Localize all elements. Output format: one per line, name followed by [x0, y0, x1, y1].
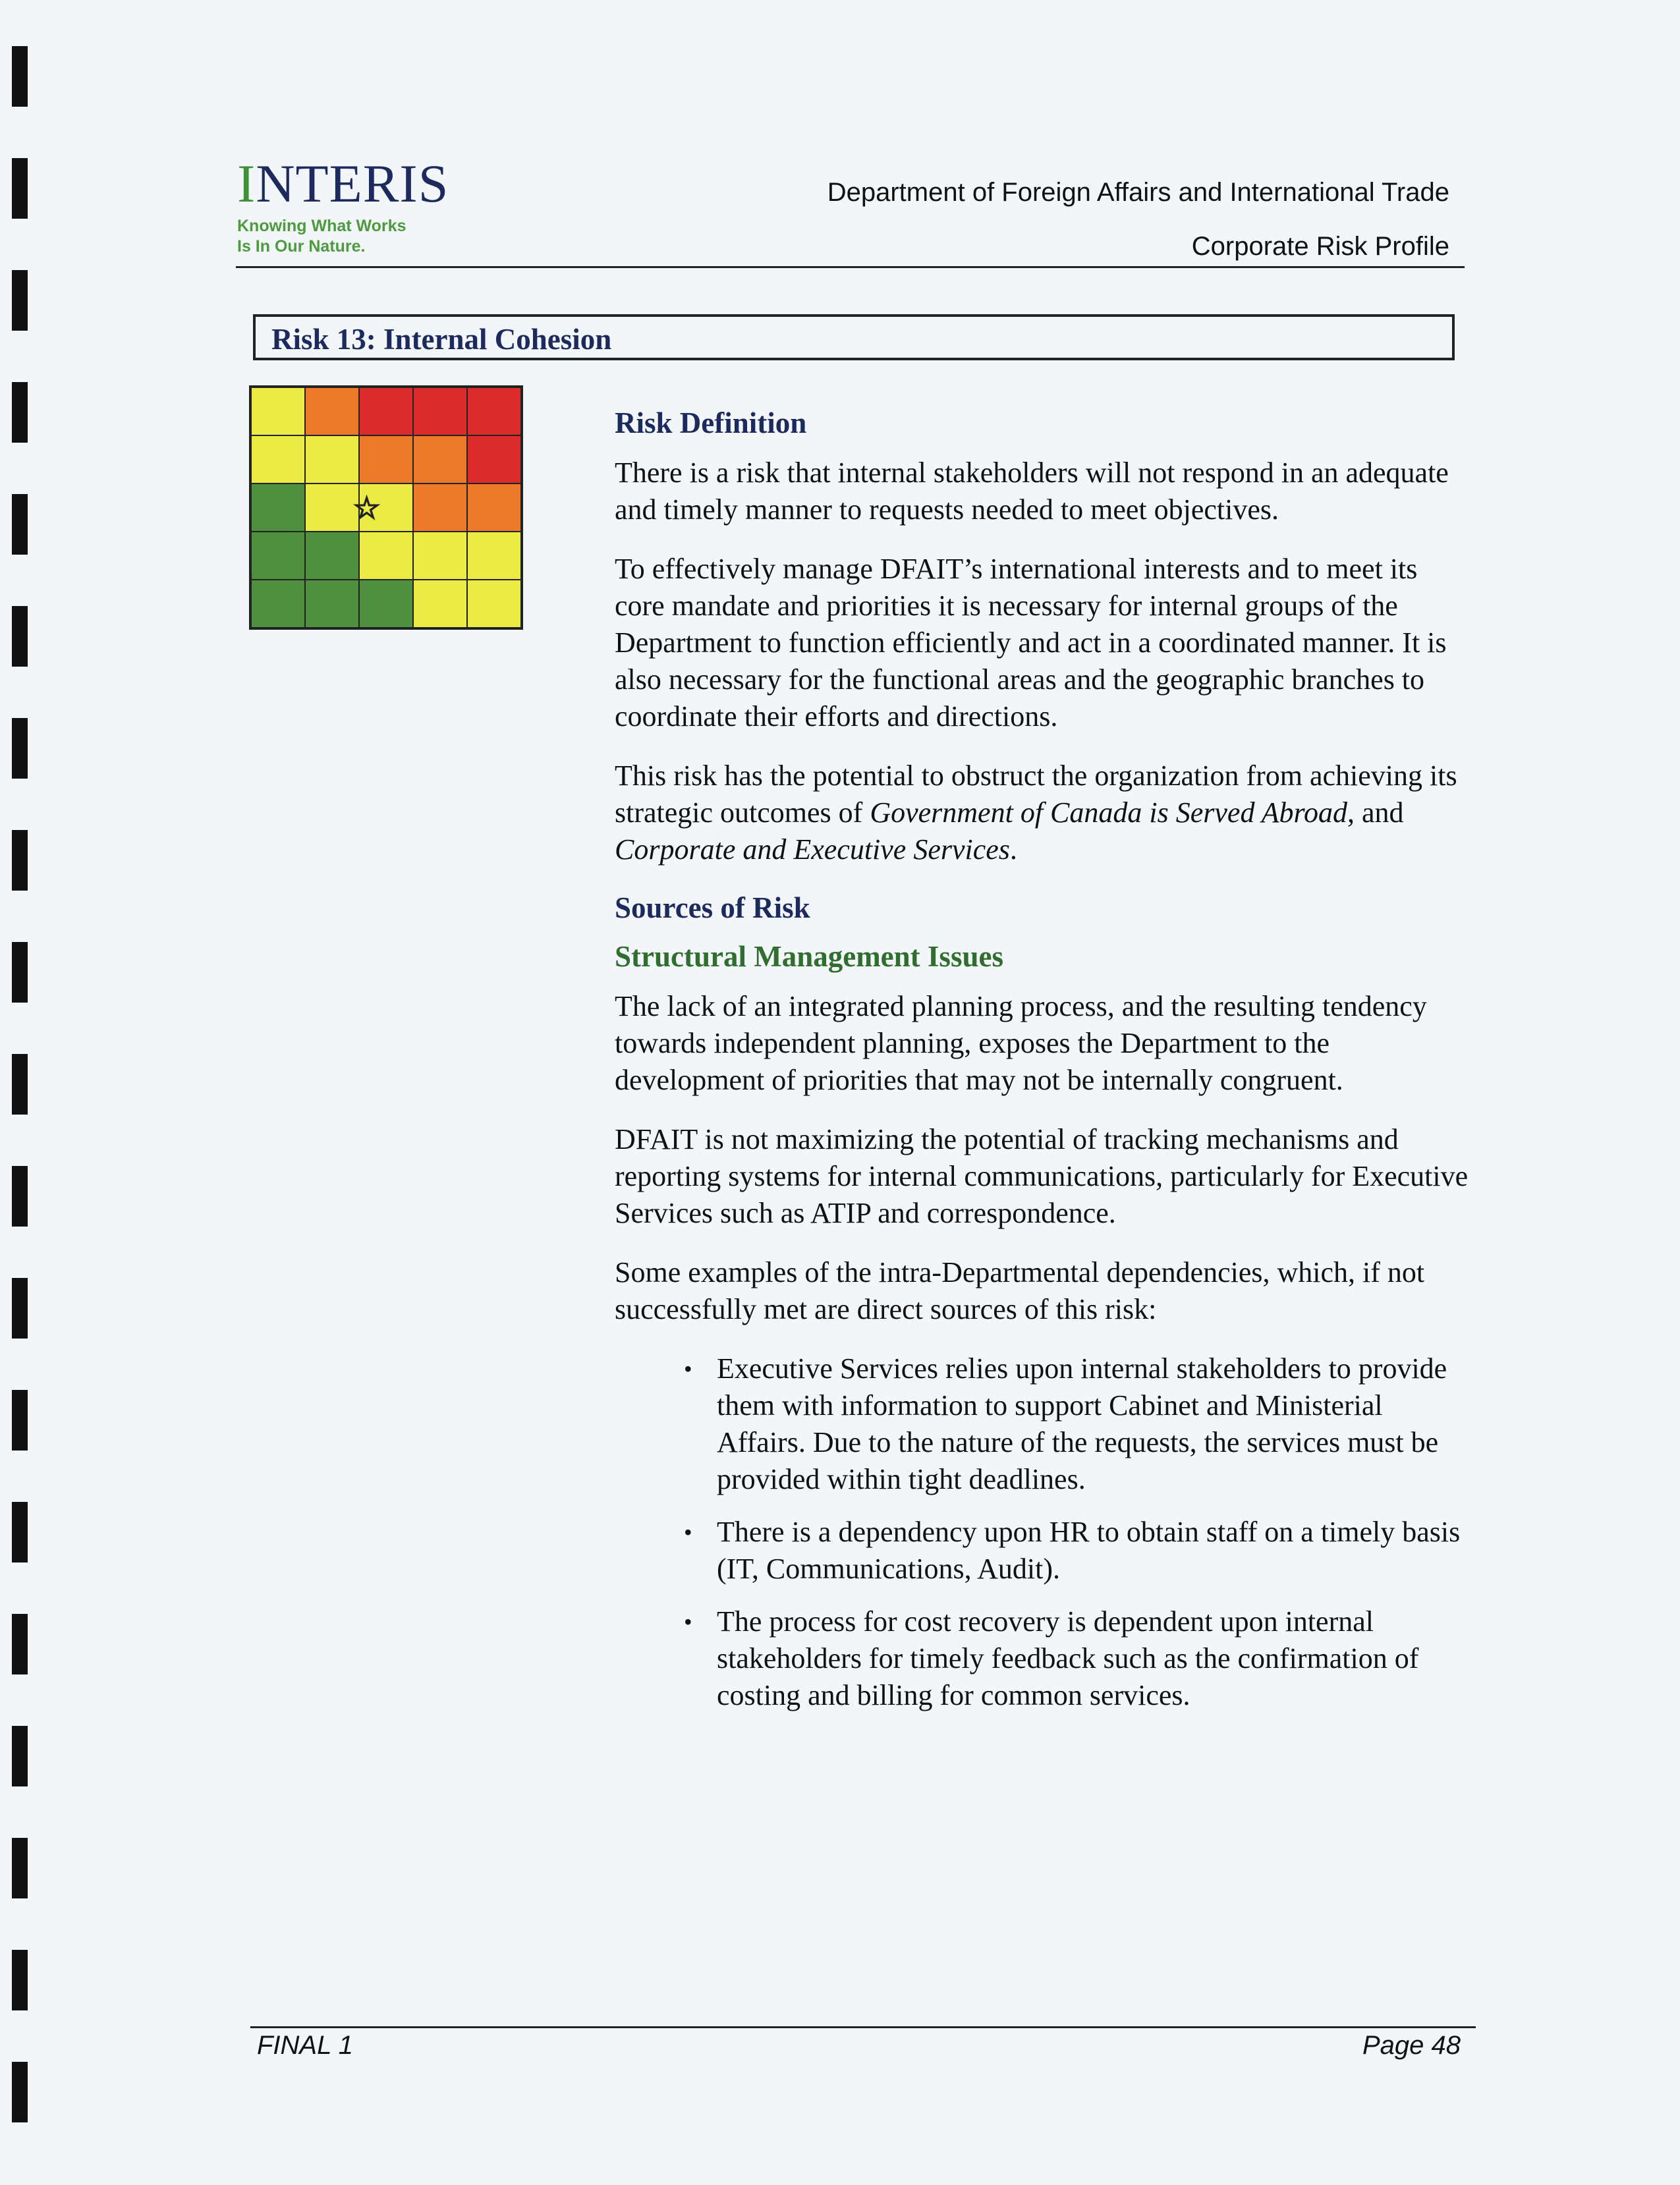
star-marker-icon: ☆	[353, 491, 381, 525]
binding-hole	[12, 158, 28, 219]
matrix-cell-green	[251, 532, 305, 580]
matrix-cell-orange	[467, 484, 521, 532]
matrix-cell-green	[251, 580, 305, 628]
risk-heat-map	[249, 385, 523, 630]
binding-hole	[12, 718, 28, 779]
risk-definition-paragraph: To effectively manage DFAIT’s international interests and to meet its core mandate and priorities it is necessary for internal groups of the Department to function efficiently and act in a coordinated manner. It is also necessary for the functional areas and the geographic branches to coordinate their efforts and directions.	[615, 553, 1447, 733]
binding-hole	[12, 1166, 28, 1227]
matrix-cell-yellow	[413, 532, 467, 580]
structural-issues-heading: Structural Management Issues	[615, 940, 1003, 973]
interis-logo	[237, 153, 449, 257]
binding-hole	[12, 1614, 28, 1674]
matrix-cell-yellow	[305, 484, 359, 532]
matrix-cell-green	[305, 532, 359, 580]
binding-hole	[12, 942, 28, 1003]
footer-version: FINAL 1	[257, 2031, 353, 2060]
binding-hole	[12, 1054, 28, 1115]
matrix-cell-yellow	[251, 435, 305, 484]
matrix-cell-orange	[413, 435, 467, 484]
header-department: Department of Foreign Affairs and International Trade	[827, 178, 1449, 207]
binding-hole	[12, 606, 28, 667]
risk-definition-paragraph: There is a risk that internal stakeholders will not respond in an adequate and timely manner to requests needed to meet objectives.	[615, 456, 1449, 526]
risk-title: Risk 13: Internal Cohesion	[271, 323, 612, 356]
matrix-cell-yellow	[353, 484, 413, 532]
matrix-cell-orange	[305, 387, 359, 435]
binding-hole	[12, 1838, 28, 1898]
matrix-cell-red	[467, 435, 521, 484]
matrix-cell-yellow	[467, 532, 521, 580]
matrix-cell-red	[359, 387, 413, 435]
risk-definition-paragraph: This risk has the potential to obstruct the organization from achieving its strategic outcomes of Government of Canada is Served Abroad, and Corporate and Executive Services.	[615, 760, 1457, 866]
matrix-cell-green	[359, 580, 413, 628]
main-content	[615, 406, 1471, 1730]
sources-heading: Sources of Risk	[615, 891, 810, 924]
binding-hole	[12, 1950, 28, 2010]
binding-hole	[12, 46, 28, 107]
sources-paragraph: The lack of an integrated planning process, and the resulting tendency towards independent planning, exposes the Department to the development of priorities that may not be internally congruent.	[615, 990, 1427, 1096]
list-item: • The process for cost recovery is dependent upon internal stakeholders for timely feedback such as the confirmation of costing and billing for common services.	[717, 1603, 1471, 1714]
binding-hole	[12, 494, 28, 555]
logo-wordmark: INTERIS	[237, 153, 449, 213]
logo-tagline: Knowing What Works Is In Our Nature.	[237, 217, 406, 256]
page-number: Page 48	[1362, 2031, 1461, 2060]
binding-hole	[12, 1390, 28, 1451]
risk-title-box	[253, 314, 1455, 360]
matrix-cell-yellow	[251, 387, 305, 435]
binding-hole	[12, 382, 28, 443]
dependency-list	[615, 1350, 1471, 1714]
list-item: • There is a dependency upon HR to obtain staff on a timely basis (IT, Communications, Audit).	[717, 1514, 1471, 1588]
header-profile: Corporate Risk Profile	[1191, 232, 1449, 261]
footer-divider	[250, 2026, 1476, 2028]
binding-hole	[12, 830, 28, 891]
matrix-cell-red	[413, 387, 467, 435]
binding-hole	[12, 1278, 28, 1339]
header-divider	[236, 266, 1465, 268]
binding-hole	[12, 1726, 28, 1786]
sources-paragraph: Some examples of the intra-Departmental dependencies, which, if not successfully met are direct sources of this risk:	[615, 1256, 1425, 1325]
matrix-cell-green	[251, 484, 305, 532]
binding-hole	[12, 270, 28, 331]
matrix-cell-green	[305, 580, 359, 628]
binding-hole	[12, 2062, 28, 2122]
matrix-cell-yellow	[413, 580, 467, 628]
binding-hole	[12, 1502, 28, 1563]
matrix-cell-yellow	[359, 532, 413, 580]
sources-paragraph: DFAIT is not maximizing the potential of tracking mechanisms and reporting systems for internal communications, particularly for Executive Services such as ATIP and correspondence.	[615, 1123, 1469, 1229]
list-item: • Executive Services relies upon internal stakeholders to provide them with information to support Cabinet and Ministerial Affairs. Due to the nature of the requests, the services must be provided within tight deadlines.	[717, 1350, 1471, 1498]
matrix-cell-yellow	[305, 435, 359, 484]
matrix-cell-yellow	[467, 580, 521, 628]
matrix-cell-orange	[413, 484, 467, 532]
risk-definition-heading: Risk Definition	[615, 406, 807, 439]
matrix-cell-orange	[359, 435, 413, 484]
matrix-cell-red	[467, 387, 521, 435]
